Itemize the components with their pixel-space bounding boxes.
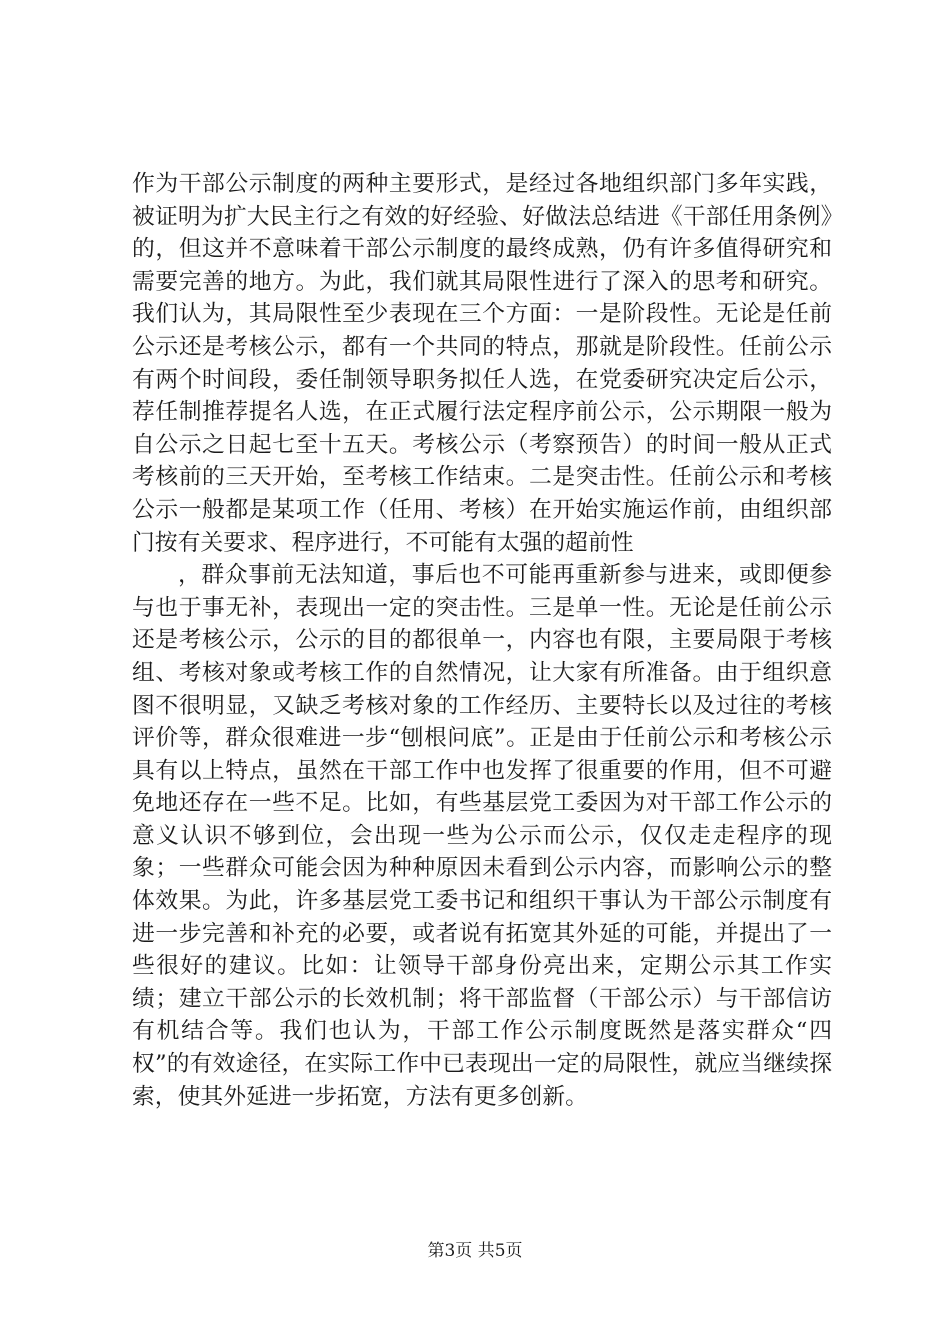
page-number: 第3页 共5页 (427, 1241, 523, 1261)
document-body (132, 168, 832, 1113)
page-footer (0, 1240, 950, 1262)
paragraph-1: 作为干部公示制度的两种主要形式，是经过各地组织部门多年实践，被证明为扩大民主行之有效的好经验、好做法总结进《干部任用条例》的，但这并不意味着干部公示制度的最终成熟，仍有许多值得研究和需要完善的地方。为此，我们就其局限性进行了深入的思考和研究。我们认为，其局限性至少表现在三个方面：一是阶段性。无论是任前公示还是考核公示，都有一个共同的特点，那就是阶段性。任前公示有两个时间段，委任制领导职务拟任人选，在党委研究决定后公示，荐任制推荐提名人选，在正式履行法定程序前公示，公示期限一般为自公示之日起七至十五天。考核公示（考察预告）的时间一般从正式考核前的三天开始，至考核工作结束。二是突击性。任前公示和考核公示一般都是某项工作（任用、考核）在开始实施运作前，由组织部门按有关要求、程序进行，不可能有太强的超前性 (132, 171, 832, 556)
paragraph-2: ，群众事前无法知道，事后也不可能再重新参与进来，或即便参与也于事无补，表现出一定的突击性。三是单一性。无论是任前公示还是考核公示，公示的目的都很单一，内容也有限，主要局限于考核组、考核对象或考核工作的自然情况，让大家有所准备。由于组织意图不很明显，又缺乏考核对象的工作经历、主要特长以及过往的考核评价等，群众很难进一步“刨根问底”。正是由于任前公示和考核公示具有以上特点，虽然在干部工作中也发挥了很重要的作用，但不可避免地还存在一些不足。比如，有些基层党工委因为对干部工作公示的意义认识不够到位，会出现一些为公示而公示，仅仅走走程序的现象；一些群众可能会因为种种原因未看到公示内容，而影响公示的整体效果。为此，许多基层党工委书记和组织干事认为干部公示制度有进一步完善和补充的必要，或者说有拓宽其外延的可能，并提出了一些很好的建议。比如：让领导干部身份亮出来，定期公示其工作实绩；建立干部公示的长效机制；将干部监督（干部公示）与干部信访有机结合等。我们也认为，干部工作公示制度既然是落实群众“四权”的有效途径，在实际工作中已表现出一定的局限性，就应当继续探索，使其外延进一步拓宽，方法有更多创新。 (132, 562, 832, 1110)
